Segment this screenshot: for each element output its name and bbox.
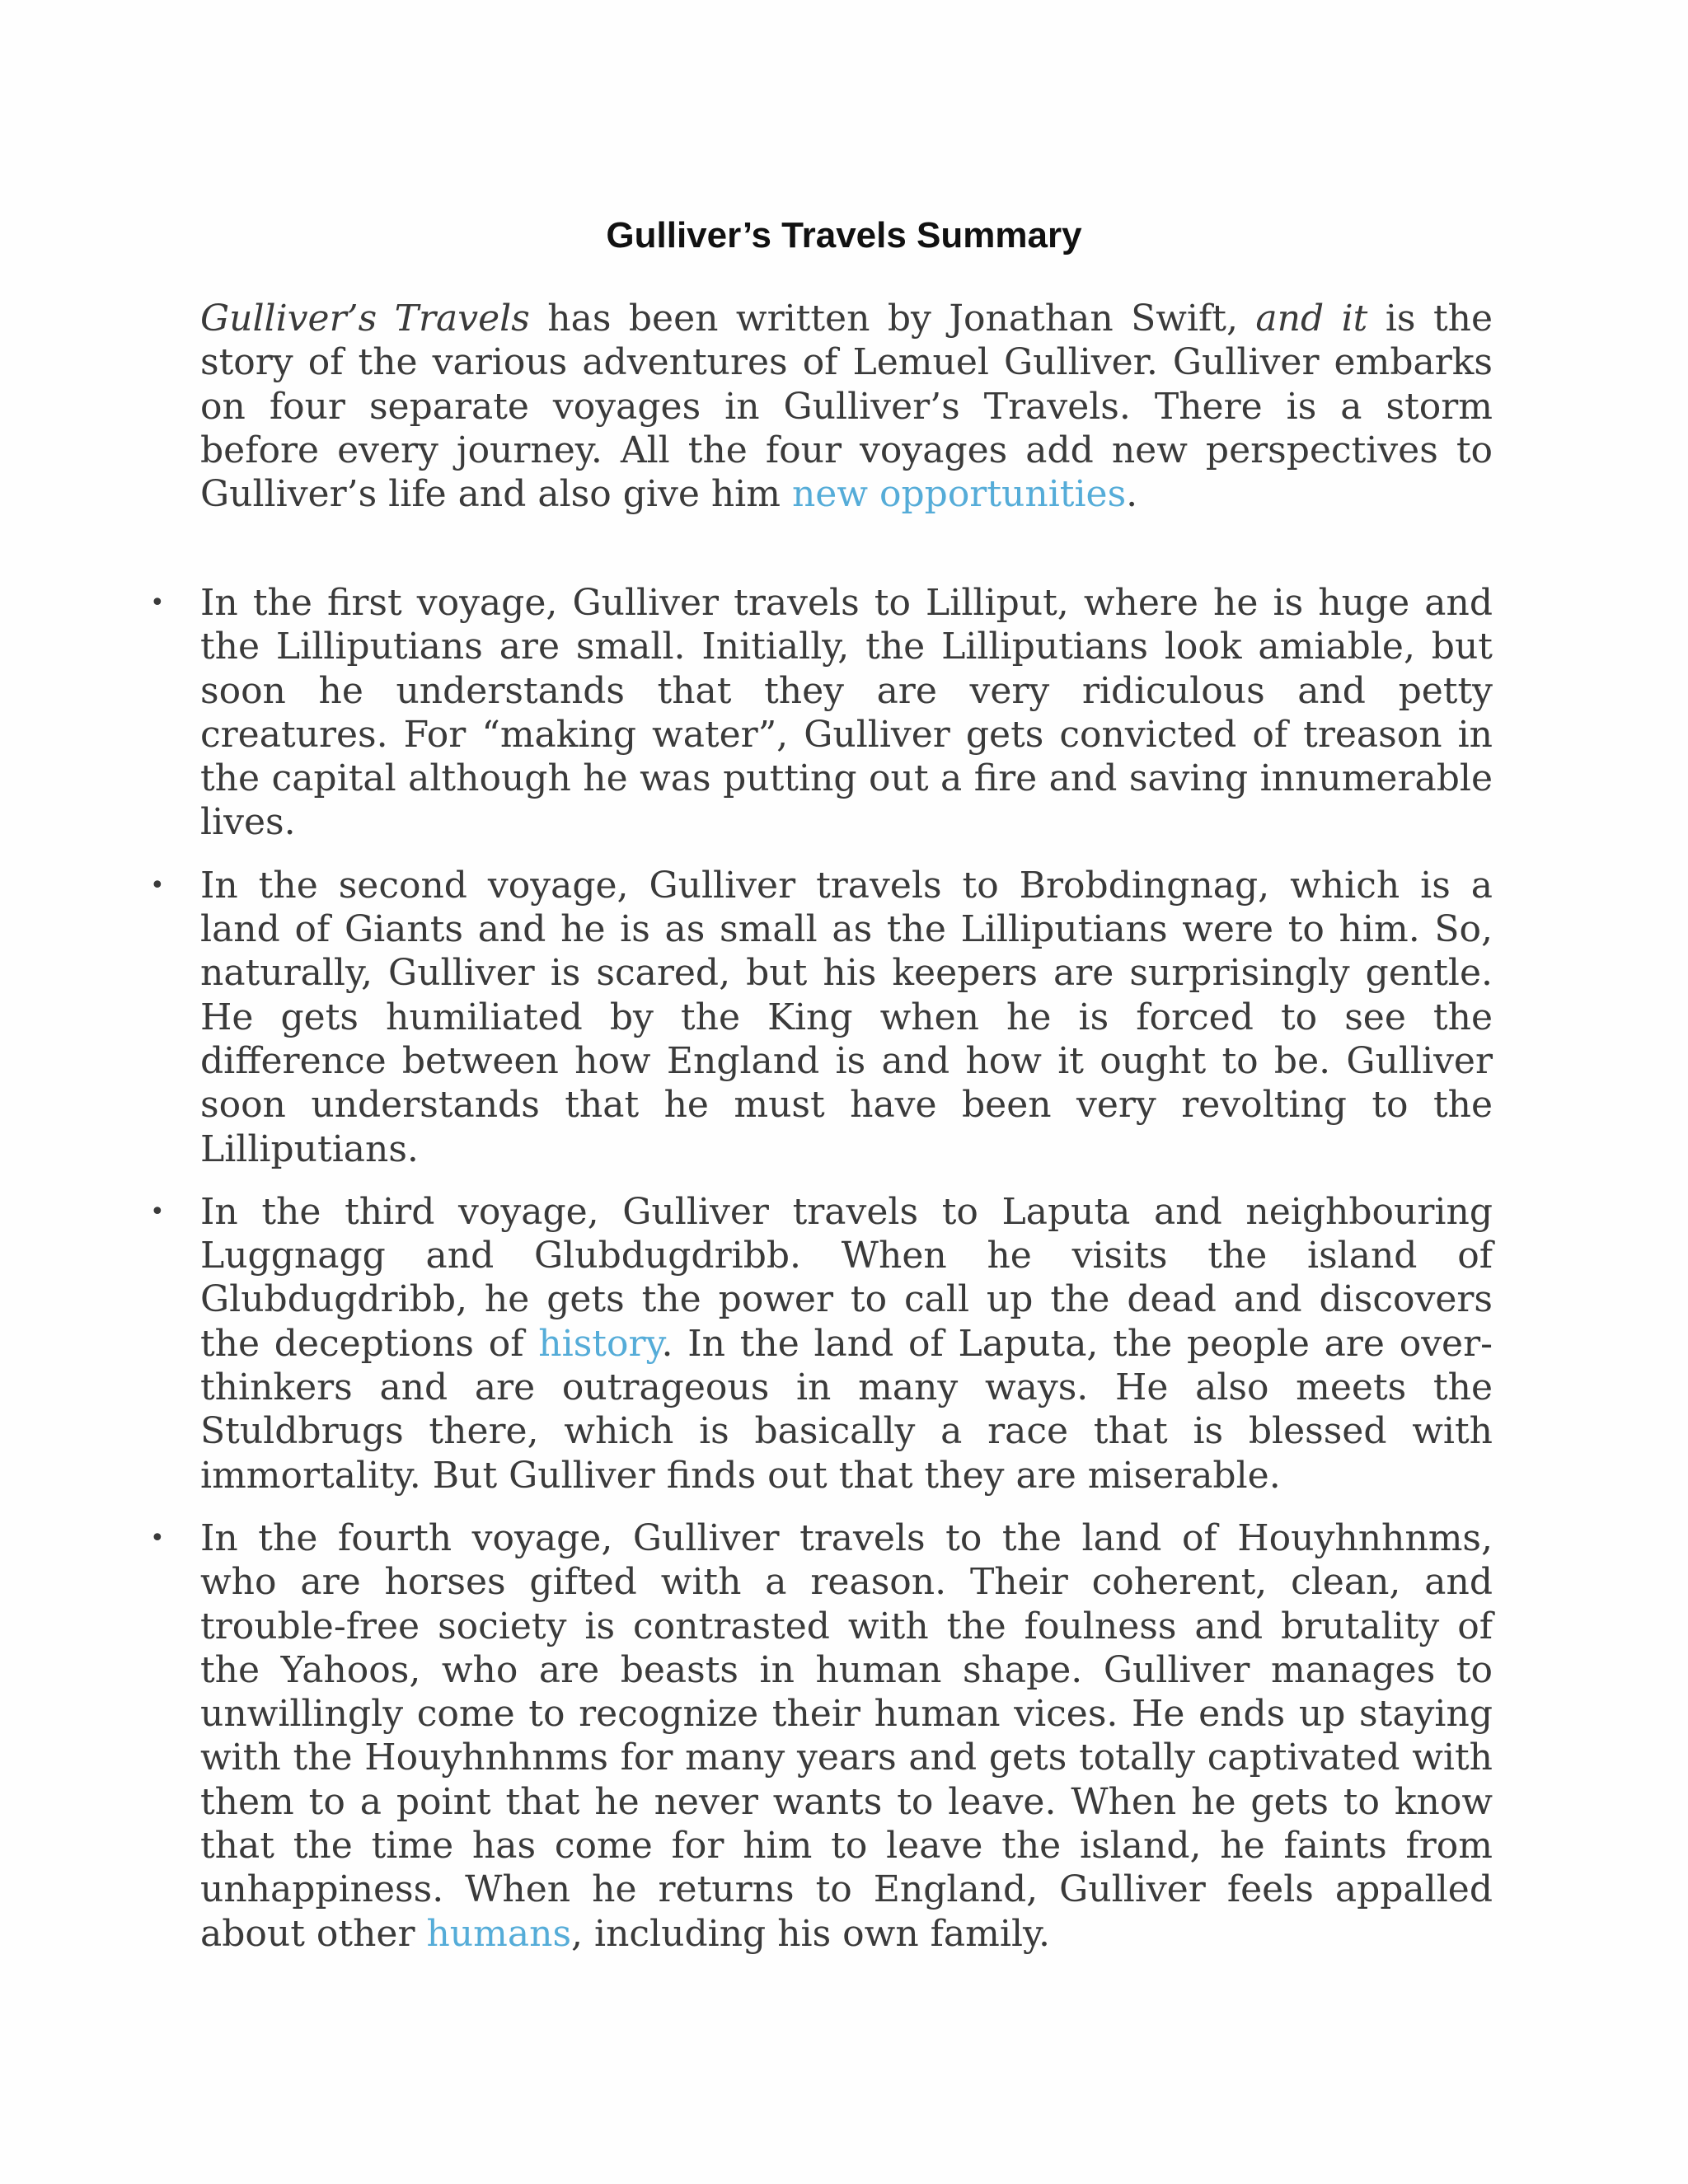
intro-paragraph bbox=[200, 297, 1493, 516]
bullet-icon: • bbox=[150, 870, 165, 900]
bullet-icon: • bbox=[150, 1197, 165, 1226]
intro-emphasis: and it bbox=[1255, 298, 1368, 340]
bullet-icon: • bbox=[150, 588, 165, 617]
list-item-text: In the second voyage, Gulliver travels to Brobdingnag, which is a land of Giants and he is as small as the Lilliputians were to him. So, naturally, Gulliver is scared, but his keepers are surprisingly gentle. He gets humiliated by the King when he is forced to see the difference between how England is and how it ought to be. Gulliver soon understands that he must have been very revolting to the Lilliputians. bbox=[200, 864, 1493, 1170]
list-item-first-voyage bbox=[150, 581, 1493, 845]
intro-text-2: is the story of the various adventures of Lemuel Gulliver. Gulliver embarks on four separate voyages in Gulliver’s Travels. There is a storm before every journey. All the four voyages add new perspectives to Gulliver’s life and also give him bbox=[200, 298, 1493, 516]
list-item-third-voyage bbox=[150, 1190, 1493, 1497]
list-item-text: In the fourth voyage, Gulliver travels to the land of Houyhnhnms, who are horses gifted with a reason. Their coherent, clean, and trouble-free society is contrasted with the foulness and brutality of the Yahoos, who are beasts in human shape. Gulliver manages to unwillingly come to recognize their human vices. He ends up staying with the Houyhnhnms for many years and gets totally captivated with them to a point that he never wants to leave. When he gets to know that the time has come for him to leave the island, he faints from unhappiness. When he returns to England, Gulliver feels appalled about other bbox=[200, 1516, 1493, 1955]
page-title: Gulliver’s Travels Summary bbox=[606, 215, 1082, 255]
new-opportunities-link[interactable]: new opportunities bbox=[791, 473, 1127, 516]
voyages-list bbox=[150, 581, 1493, 1975]
intro-text-1: has been written by Jonathan Swift, bbox=[529, 298, 1256, 340]
humans-link[interactable]: humans bbox=[426, 1912, 572, 1955]
book-title: Gulliver’s Travels bbox=[200, 298, 530, 340]
list-item-text: , including his own family. bbox=[571, 1912, 1051, 1955]
list-item-text: In the first voyage, Gulliver travels to Lilliput, where he is huge and the Lilliputians are small. Initially, the Lilliputians look amiable, but soon he understands that they are very ridiculous and petty creatures. For “making water”, Gulliver gets convicted of treason in the capital although he was putting out a fire and saving innumerable lives. bbox=[200, 582, 1493, 844]
history-link[interactable]: history bbox=[538, 1322, 662, 1365]
list-item-second-voyage bbox=[150, 864, 1493, 1171]
list-item-fourth-voyage bbox=[150, 1516, 1493, 1956]
list-item-text: . In the land of Laputa, the people are over-thinkers and are outrageous in many ways. He also meets the Stuldbrugs there, which is basically a race that is blessed with immortality. But Gulliver finds out that they are miserable. bbox=[200, 1322, 1493, 1497]
intro-text-3: . bbox=[1126, 473, 1138, 516]
bullet-icon: • bbox=[150, 1523, 165, 1553]
list-item-text: In the third voyage, Gulliver travels to Laputa and neighbouring Luggnagg and Glubdugdribb. When he visits the island of Glubdugdribb, he gets the power to call up the dead and discovers the deceptions of bbox=[200, 1190, 1493, 1365]
